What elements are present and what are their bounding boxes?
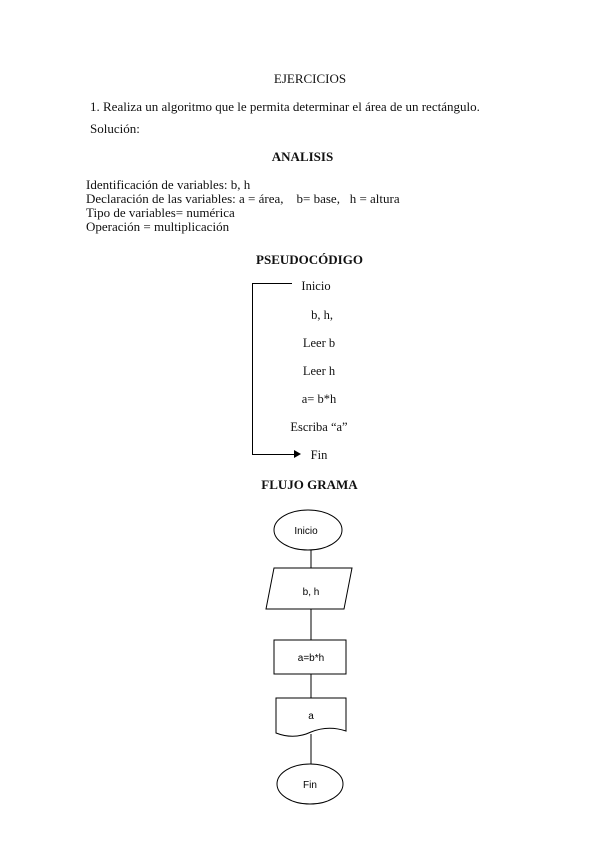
solution-label: Solución: xyxy=(90,121,140,136)
pseudocode-step-read-h: Leer h xyxy=(302,364,336,378)
flowchart-end-label: Fin xyxy=(303,780,317,791)
pseudocode-step-start: Inicio xyxy=(301,279,331,293)
pseudocode-step-end: Fin xyxy=(310,448,328,462)
pseudocode-step-compute: a= b*h xyxy=(301,392,337,406)
flowchart-heading: FLUJO GRAMA xyxy=(261,477,358,492)
analysis-line-type: Tipo de variables= numérica xyxy=(86,205,235,220)
exercise-statement: 1. Realiza un algoritmo que le permita determinar el área de un rectángulo. xyxy=(90,99,480,114)
analysis-line-operation: Operación = multiplicación xyxy=(86,219,230,234)
pseudocode-step-write: Escriba “a” xyxy=(290,420,348,434)
analysis-line-declaration: Declaración de las variables: a = área, b= base, h = altura xyxy=(86,191,400,206)
flowchart-start-label: Inicio xyxy=(294,526,318,537)
pseudocode-step-declare: b, h, xyxy=(311,308,333,322)
analysis-heading: ANALISIS xyxy=(271,149,334,164)
analysis-line-identification: Identificación de variables: b, h xyxy=(86,177,251,192)
pseudocode-heading: PSEUDOCÓDIGO xyxy=(256,252,363,267)
pseudocode-step-read-b: Leer b xyxy=(302,336,336,350)
flowchart-output-label: a xyxy=(308,711,314,722)
flowchart-input-label: b, h xyxy=(302,587,320,598)
flowchart-process-label: a=b*h xyxy=(297,653,325,664)
page-title: EJERCICIOS xyxy=(273,71,347,86)
